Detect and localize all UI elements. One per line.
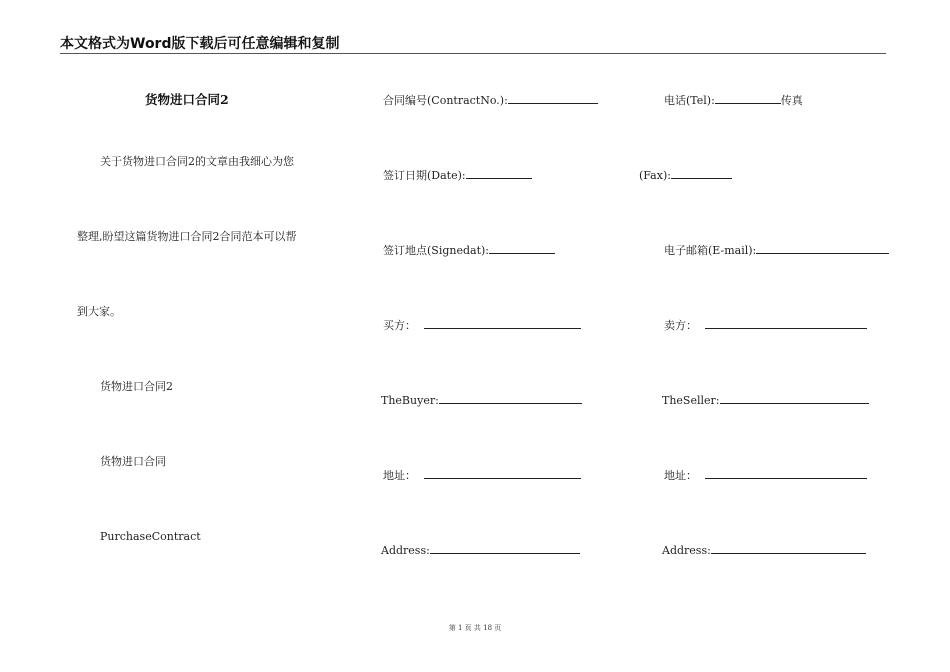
intro-line-1: 关于货物进口合同2的文章由我细心为您	[100, 155, 294, 168]
telephone-field	[664, 93, 803, 107]
buyer-address-cn-field	[383, 468, 581, 482]
fax-blank	[671, 168, 732, 179]
contract-number-label: 合同编号(ContractNo.):	[383, 94, 508, 107]
page-total: 18	[483, 624, 493, 632]
seller-cn-field	[664, 318, 867, 332]
seller-en-blank	[720, 393, 869, 404]
page-suffix: 页	[494, 624, 502, 632]
signing-date-blank	[466, 168, 532, 179]
buyer-cn-field	[383, 318, 581, 332]
contract-number-blank	[508, 93, 598, 104]
seller-cn-blank	[705, 318, 867, 329]
section-heading-purchase-contract: PurchaseContract	[100, 530, 201, 543]
page-mid: 页 共	[464, 624, 481, 632]
buyer-cn-blank	[424, 318, 581, 329]
seller-address-cn-blank	[705, 468, 867, 479]
buyer-en-label: TheBuyer:	[381, 394, 439, 407]
buyer-address-cn-label: 地址：	[383, 469, 416, 482]
signing-date-field	[383, 168, 532, 182]
buyer-cn-label: 买方：	[383, 319, 416, 332]
signing-place-blank	[489, 243, 555, 254]
telephone-label: 电话(Tel):	[664, 94, 715, 107]
seller-address-en-label: Address:	[662, 544, 711, 557]
signing-place-label: 签订地点(Signedat):	[383, 244, 489, 257]
buyer-address-cn-blank	[424, 468, 581, 479]
document-header: 本文格式为Word版下载后可任意编辑和复制	[60, 36, 340, 52]
buyer-address-en-field	[381, 543, 580, 557]
seller-en-label: TheSeller:	[662, 394, 720, 407]
email-blank	[756, 243, 889, 254]
telephone-blank	[715, 93, 781, 104]
seller-en-field	[662, 393, 869, 407]
page-prefix: 第	[448, 624, 456, 632]
section-heading-contract: 货物进口合同	[100, 455, 166, 468]
page-current: 1	[457, 624, 463, 632]
document-title: 货物进口合同2	[145, 92, 229, 107]
seller-address-cn-label: 地址：	[664, 469, 697, 482]
seller-address-en-blank	[711, 543, 866, 554]
buyer-en-field	[381, 393, 582, 407]
section-heading-contract-2: 货物进口合同2	[100, 380, 173, 393]
email-field	[664, 243, 889, 257]
fax-field	[639, 168, 732, 182]
seller-address-cn-field	[664, 468, 867, 482]
contract-number-field	[383, 93, 598, 107]
page-footer	[0, 623, 950, 633]
seller-cn-label: 卖方：	[664, 319, 697, 332]
buyer-en-blank	[439, 393, 582, 404]
email-label: 电子邮箱(E-mail):	[664, 244, 757, 257]
intro-line-2: 整理,盼望这篇货物进口合同2合同范本可以帮	[77, 230, 297, 243]
fax-label: (Fax):	[639, 169, 671, 182]
fax-label-cn: 传真	[780, 94, 803, 107]
header-divider	[60, 53, 886, 54]
buyer-address-en-blank	[430, 543, 580, 554]
buyer-address-en-label: Address:	[381, 544, 430, 557]
intro-line-3: 到大家。	[77, 305, 121, 318]
signing-date-label: 签订日期(Date):	[383, 169, 466, 182]
seller-address-en-field	[662, 543, 866, 557]
signing-place-field	[383, 243, 555, 257]
